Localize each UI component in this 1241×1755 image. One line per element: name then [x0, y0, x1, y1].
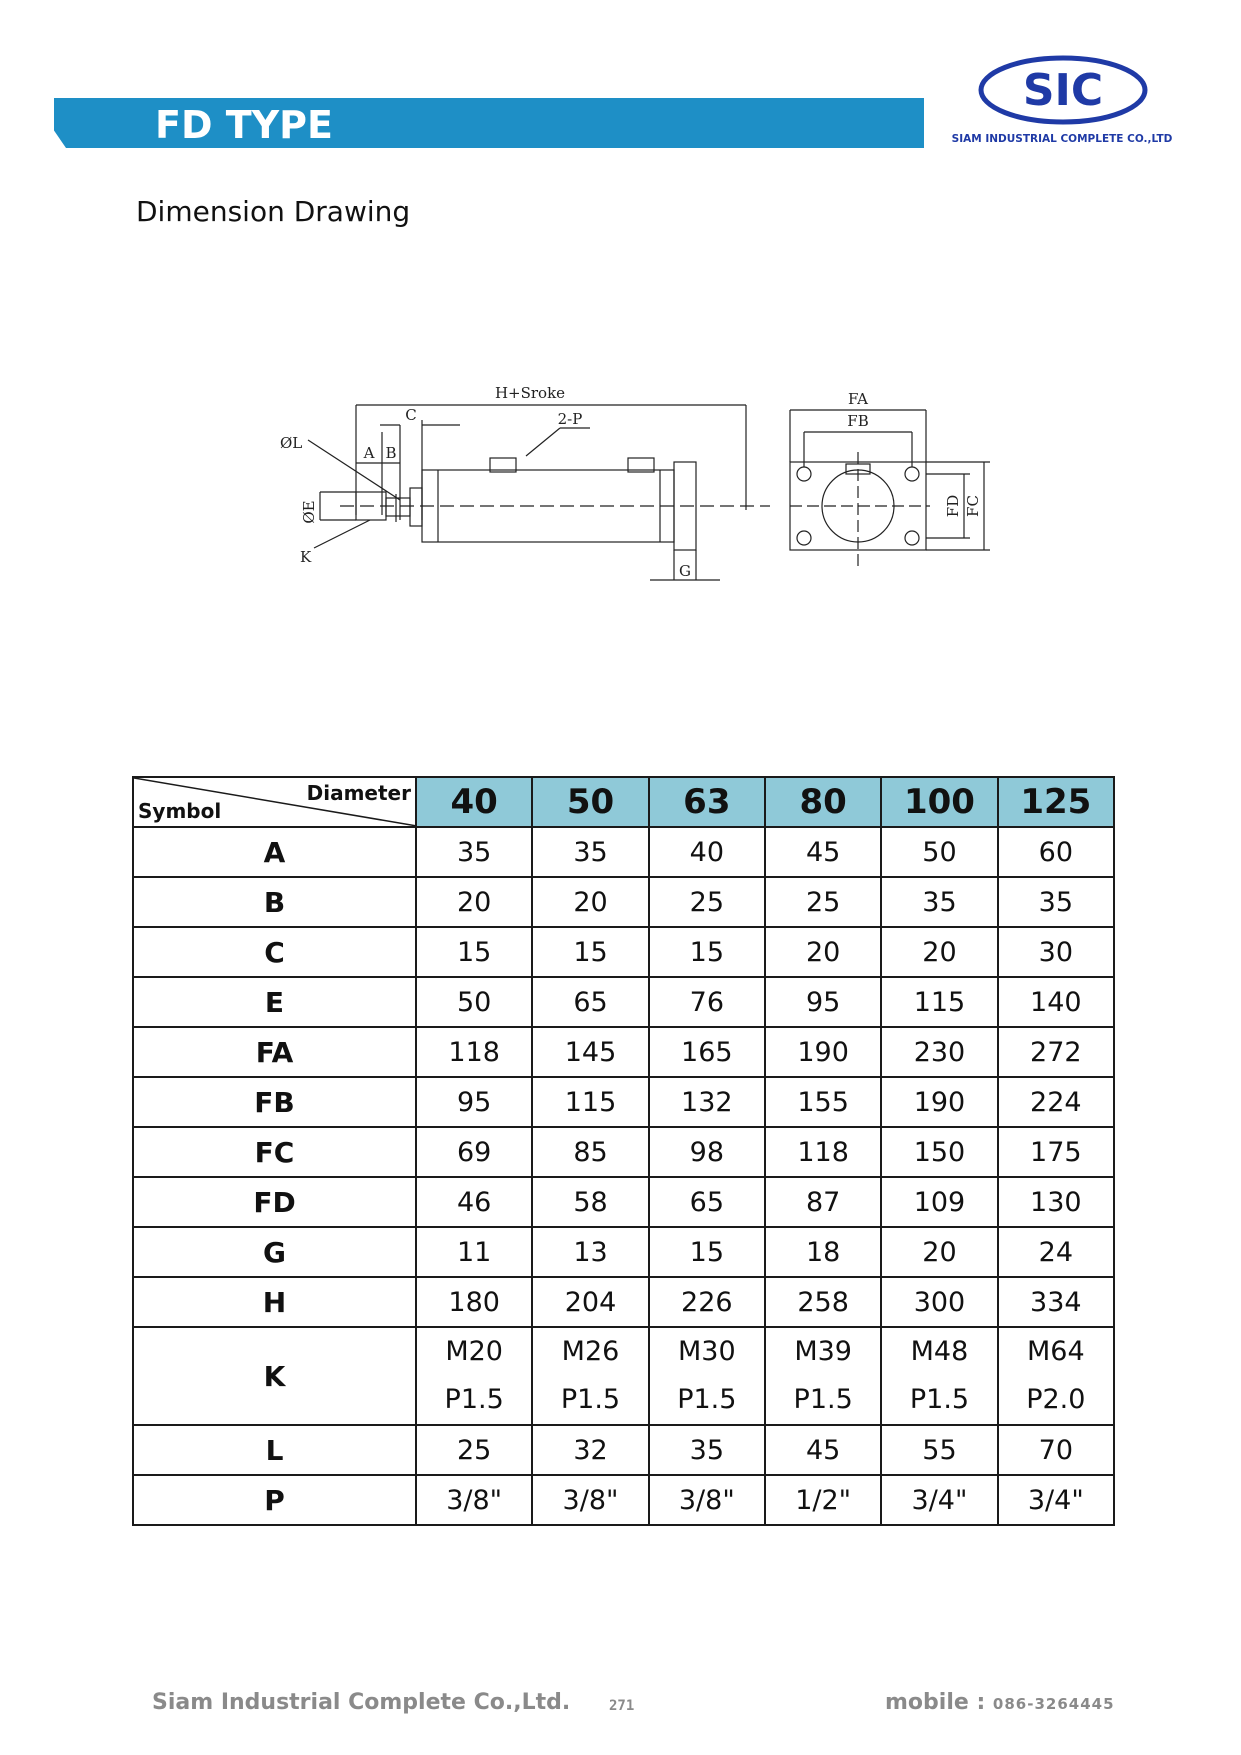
table-cell: 45 [765, 1425, 881, 1475]
page-number: 271 [609, 1698, 635, 1714]
cell-thread-size: M64 [1026, 1336, 1085, 1367]
table-cell: 60 [998, 827, 1114, 877]
table-cell: 145 [532, 1027, 648, 1077]
cell-thread-pitch: P1.5 [793, 1384, 853, 1415]
table-cell: 115 [532, 1077, 648, 1127]
table-cell [649, 1327, 765, 1425]
label-a: A [363, 444, 375, 462]
diameter-header: 40 [416, 777, 532, 827]
label-c: C [405, 406, 417, 424]
table-cell: 20 [881, 927, 997, 977]
table-cell: 175 [998, 1127, 1114, 1177]
label-fb: FB [847, 412, 869, 430]
table-cell: 20 [765, 927, 881, 977]
table-cell: 3/8" [416, 1475, 532, 1525]
section-title: Dimension Drawing [136, 195, 411, 228]
row-symbol: FD [133, 1177, 416, 1227]
cell-thread-size: M30 [677, 1336, 736, 1367]
diameter-header: 63 [649, 777, 765, 827]
table-row [133, 1077, 1114, 1127]
label-fa: FA [848, 390, 868, 408]
table-cell: 226 [649, 1277, 765, 1327]
table-cell [416, 1327, 532, 1425]
company-tagline: SIAM INDUSTRIAL COMPLETE CO.,LTD [951, 133, 1173, 145]
table-cell: 165 [649, 1027, 765, 1077]
footer-company: Siam Industrial Complete Co.,Ltd. [152, 1690, 571, 1715]
table-cell: 190 [881, 1077, 997, 1127]
table-cell: 55 [881, 1425, 997, 1475]
table-row [133, 1277, 1114, 1327]
table-cell: 95 [416, 1077, 532, 1127]
table-cell: 109 [881, 1177, 997, 1227]
diameter-header: 125 [998, 777, 1114, 827]
dimension-table [132, 776, 1115, 1526]
row-symbol: FC [133, 1127, 416, 1177]
footer-mobile [885, 1690, 1115, 1715]
page-title: FD TYPE [155, 103, 333, 147]
table-header-row [133, 777, 1114, 827]
table-cell: 25 [649, 877, 765, 927]
table-row [133, 1177, 1114, 1227]
table-cell [881, 1327, 997, 1425]
table-cell: 118 [416, 1027, 532, 1077]
label-k: K [300, 548, 312, 566]
cell-thread-size: M39 [794, 1336, 852, 1367]
corner-diameter-label: Diameter [306, 781, 411, 805]
table-cell: 180 [416, 1277, 532, 1327]
table-cell: 224 [998, 1077, 1114, 1127]
diameter-header: 80 [765, 777, 881, 827]
table-cell: 3/4" [998, 1475, 1114, 1525]
table-cell: 46 [416, 1177, 532, 1227]
logo-mark: SIC [1022, 65, 1104, 116]
table-cell: 40 [649, 827, 765, 877]
label-b: B [385, 444, 397, 462]
table-row [133, 977, 1114, 1027]
company-logo [978, 55, 1148, 125]
table-cell: 35 [998, 877, 1114, 927]
label-fc: FC [964, 495, 982, 517]
table-cell: 1/2" [765, 1475, 881, 1525]
row-symbol: G [133, 1227, 416, 1277]
corner-symbol-label: Symbol [138, 799, 222, 823]
row-symbol: E [133, 977, 416, 1027]
mobile-label: mobile : [885, 1690, 993, 1715]
table-cell: 150 [881, 1127, 997, 1177]
table-cell: 65 [532, 977, 648, 1027]
table-cell: 272 [998, 1027, 1114, 1077]
table-cell: 20 [532, 877, 648, 927]
table-row [133, 927, 1114, 977]
table-cell: 25 [765, 877, 881, 927]
table-cell: 15 [532, 927, 648, 977]
table-cell: 300 [881, 1277, 997, 1327]
table-cell: 15 [416, 927, 532, 977]
table-cell: 190 [765, 1027, 881, 1077]
table-row [133, 1127, 1114, 1177]
label-dia-l: ØL [280, 434, 303, 452]
table-cell: 35 [649, 1425, 765, 1475]
table-cell: 65 [649, 1177, 765, 1227]
table-cell: 76 [649, 977, 765, 1027]
row-symbol: P [133, 1475, 416, 1525]
table-cell: 58 [532, 1177, 648, 1227]
cell-thread-pitch: P1.5 [560, 1384, 621, 1415]
table-cell: 140 [998, 977, 1114, 1027]
table-cell: 32 [532, 1425, 648, 1475]
table-cell: 118 [765, 1127, 881, 1177]
table-cell: 15 [649, 1227, 765, 1277]
table-cell: 13 [532, 1227, 648, 1277]
row-symbol: B [133, 877, 416, 927]
table-row [133, 877, 1114, 927]
table-cell: 50 [416, 977, 532, 1027]
cell-thread-size: M20 [445, 1336, 503, 1367]
table-row [133, 1027, 1114, 1077]
table-cell: 35 [881, 877, 997, 927]
table-corner-cell [133, 777, 416, 827]
row-symbol: L [133, 1425, 416, 1475]
table-cell [998, 1327, 1114, 1425]
table-cell [532, 1327, 648, 1425]
table-cell: 35 [416, 827, 532, 877]
table-cell: 45 [765, 827, 881, 877]
table-cell: 69 [416, 1127, 532, 1177]
row-symbol: FA [133, 1027, 416, 1077]
row-symbol: FB [133, 1077, 416, 1127]
table-cell: 25 [416, 1425, 532, 1475]
table-cell: 115 [881, 977, 997, 1027]
table-cell: 230 [881, 1027, 997, 1077]
table-row [133, 1425, 1114, 1475]
table-cell [765, 1327, 881, 1425]
table-cell: 3/4" [881, 1475, 997, 1525]
label-dia-e: ØE [300, 500, 318, 524]
row-symbol: H [133, 1277, 416, 1327]
table-cell: 258 [765, 1277, 881, 1327]
cell-thread-pitch: P1.5 [909, 1384, 970, 1415]
table-cell: 3/8" [532, 1475, 648, 1525]
table-cell: 130 [998, 1177, 1114, 1227]
table-cell: 3/8" [649, 1475, 765, 1525]
cell-thread-pitch: P1.5 [677, 1384, 737, 1415]
table-cell: 98 [649, 1127, 765, 1177]
table-row [133, 1475, 1114, 1525]
table-cell: 11 [416, 1227, 532, 1277]
table-body [133, 827, 1114, 1525]
table-cell: 35 [532, 827, 648, 877]
diameter-header: 100 [881, 777, 997, 827]
cell-thread-pitch: P1.5 [444, 1384, 504, 1415]
table-cell: 20 [881, 1227, 997, 1277]
table-row [133, 1327, 1114, 1425]
dimension-drawing [270, 370, 1030, 670]
table-cell: 50 [881, 827, 997, 877]
table-cell: 30 [998, 927, 1114, 977]
diameter-header: 50 [532, 777, 648, 827]
table-cell: 24 [998, 1227, 1114, 1277]
row-symbol: A [133, 827, 416, 877]
table-cell: 87 [765, 1177, 881, 1227]
label-fd: FD [944, 494, 962, 518]
table-cell: 155 [765, 1077, 881, 1127]
label-g: G [679, 562, 691, 580]
label-h-stroke: H+Sroke [494, 384, 566, 402]
cell-thread-size: M48 [910, 1336, 969, 1367]
cell-thread-pitch: P2.0 [1026, 1384, 1086, 1415]
mobile-number: 086-3264445 [992, 1695, 1115, 1713]
table-cell: 132 [649, 1077, 765, 1127]
table-cell: 70 [998, 1425, 1114, 1475]
row-symbol: K [133, 1327, 416, 1425]
row-symbol: C [133, 927, 416, 977]
cell-thread-size: M26 [561, 1336, 620, 1367]
label-port: 2-P [557, 410, 583, 428]
table-cell: 334 [998, 1277, 1114, 1327]
table-cell: 20 [416, 877, 532, 927]
table-cell: 95 [765, 977, 881, 1027]
table-row [133, 827, 1114, 877]
table-cell: 15 [649, 927, 765, 977]
table-cell: 18 [765, 1227, 881, 1277]
table-cell: 85 [532, 1127, 648, 1177]
table-row [133, 1227, 1114, 1277]
table-cell: 204 [532, 1277, 648, 1327]
